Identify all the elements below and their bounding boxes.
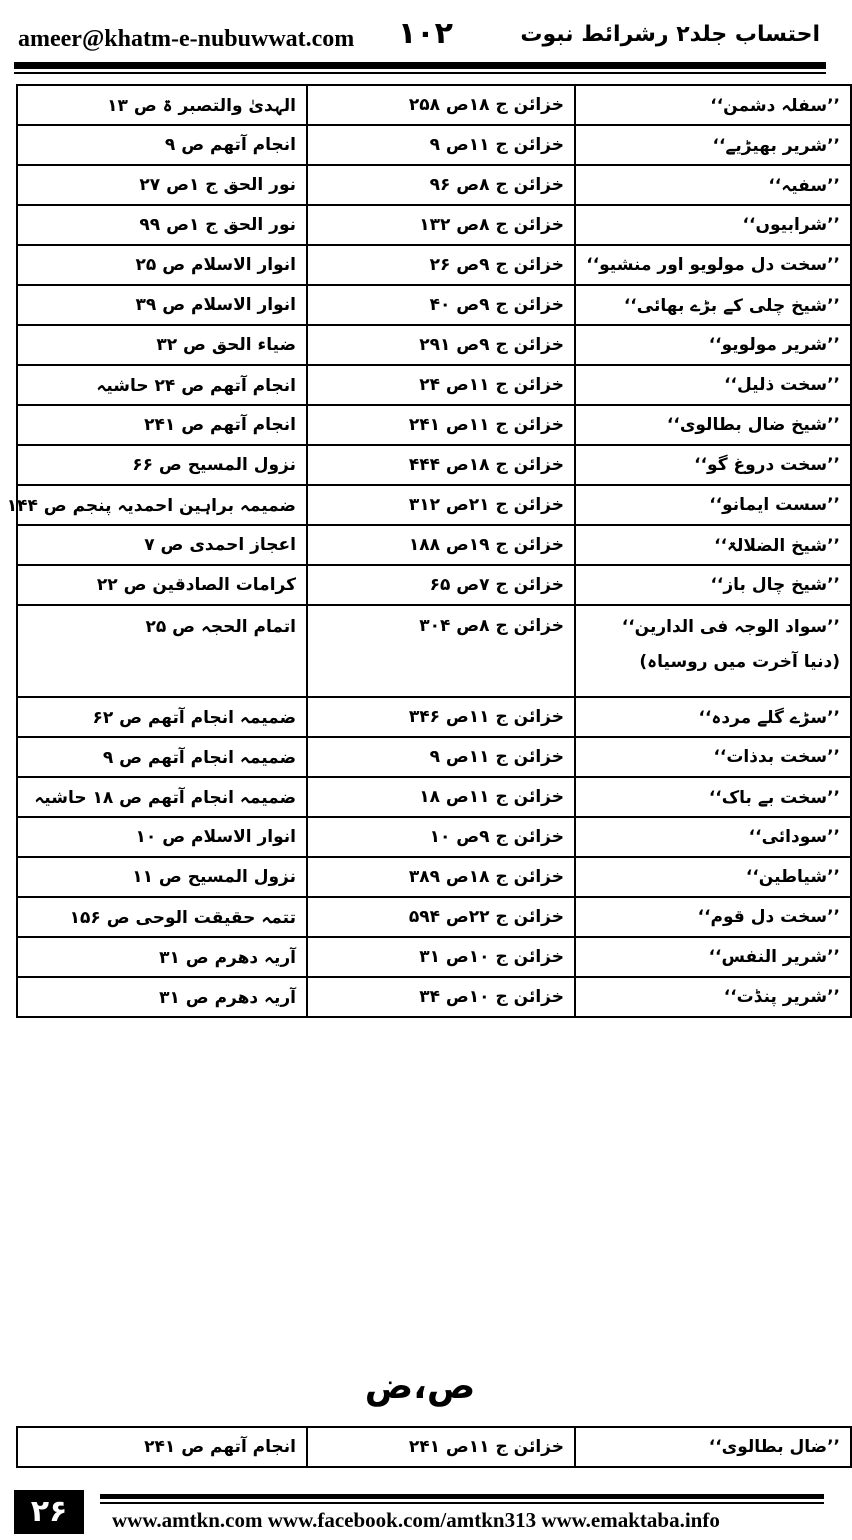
book-ref-cell: [17, 85, 307, 125]
term-cell: [575, 325, 851, 365]
table-row: [17, 405, 851, 445]
cell-text: خزائن ج ۱۹ص ۱۸۸: [408, 535, 564, 555]
term-cell: [575, 205, 851, 245]
khazain-ref-cell: [307, 525, 575, 565]
cell-text: انوار الاسلام ص ۳۹: [135, 295, 296, 315]
cell-text: انجام آتھم ص ۲۴ حاشیہ: [96, 375, 296, 396]
cell-text: آریہ دھرم ص ۳۱: [159, 987, 296, 1008]
cell-text: آریہ دھرم ص ۳۱: [159, 947, 296, 968]
table-row: [17, 85, 851, 125]
khazain-ref-cell: [307, 897, 575, 937]
table-row: [17, 285, 851, 325]
cell-text: خزائن ج ۲۲ص ۵۹۴: [408, 907, 564, 927]
cell-text: ’’سخت ذلیل‘‘: [724, 375, 840, 395]
cell-text: خزائن ج ۸ص ۹۶: [429, 175, 564, 195]
term-cell: [575, 777, 851, 817]
cell-text: ’’سواد الوجہ فی الدارین‘‘: [621, 617, 840, 637]
cell-text: ’’سخت بے باک‘‘: [708, 787, 840, 808]
cell-text: ’’سفیہ‘‘: [768, 175, 840, 196]
cell-text: خزائن ج ۱۰ص ۳۴: [419, 987, 564, 1007]
khazain-ref-cell: [307, 777, 575, 817]
cell-text: ’’شیخ الضلالۃ‘‘: [714, 535, 840, 556]
cell-text: ’’شیخ ضال بطالوی‘‘: [666, 415, 840, 435]
cell-text: ضمیمہ انجام آتھم ص ۹: [102, 747, 296, 768]
cell-text: تتمہ حقیقت الوحی ص ۱۵۶: [69, 907, 296, 928]
table-row: [17, 125, 851, 165]
cell-text: خزائن ج ۸ص ۳۰۴: [419, 616, 564, 636]
footer-rule-thin: [100, 1502, 824, 1504]
khazain-ref-cell: [307, 977, 575, 1017]
table-row: [17, 485, 851, 525]
khazain-ref-cell: [307, 85, 575, 125]
term-cell: [575, 285, 851, 325]
book-ref-cell: [17, 325, 307, 365]
book-ref-cell: [17, 897, 307, 937]
header-rule-thick: [14, 62, 826, 69]
khazain-ref-cell: [307, 365, 575, 405]
khazain-ref-cell: [307, 565, 575, 605]
cell-text: خزائن ج ۹ص ۱۰: [429, 827, 564, 847]
khazain-ref-cell: [307, 445, 575, 485]
term-cell: [575, 817, 851, 857]
table-row: [17, 697, 851, 737]
cell-text: ’’شریر النفس‘‘: [708, 947, 840, 967]
book-ref-cell: [17, 165, 307, 205]
references-table: [6, 84, 852, 1018]
cell-text: خزائن ج ۱۸ص ۴۴۴: [408, 455, 564, 475]
book-ref-cell: [17, 605, 307, 697]
table-row: [17, 1427, 851, 1467]
cell-text: نور الحق ج ۱ص ۲۷: [139, 175, 296, 195]
khazain-ref-cell: [307, 605, 575, 697]
term-cell: [575, 245, 851, 285]
cell-text: ’’سخت دروغ گو‘‘: [694, 455, 840, 475]
term-cell: [575, 897, 851, 937]
book-ref-cell: [17, 937, 307, 977]
cell-text: ضیاء الحق ص ۳۲: [156, 335, 296, 355]
book-ref-cell: انجام آتھم ص ۲۴۱: [17, 1427, 307, 1467]
footer-links[interactable]: www.amtkn.com www.facebook.com/amtkn313 www.emaktaba.info: [112, 1508, 720, 1532]
header-email[interactable]: ameer@khatm-e-nubuwwat.com: [18, 26, 355, 52]
table-row: [17, 737, 851, 777]
table-row: [17, 937, 851, 977]
khazain-ref-cell: [307, 817, 575, 857]
cell-text: ’’سست ایمانو‘‘: [709, 495, 840, 515]
term-cell: [575, 165, 851, 205]
book-ref-cell: [6, 485, 307, 525]
khazain-ref-cell: [307, 405, 575, 445]
cell-text: خزائن ج ۱۱ص ۱۸: [419, 787, 564, 807]
cell-text: ’’شیاطین‘‘: [745, 867, 840, 887]
khazain-ref-cell: [307, 737, 575, 777]
table-row: [17, 777, 851, 817]
cell-text: انوار الاسلام ص ۱۰: [135, 827, 296, 847]
term-cell: [575, 85, 851, 125]
book-ref-cell: [17, 285, 307, 325]
cell-text: ’’شریر مولویو‘‘: [708, 335, 840, 355]
table-row: [17, 857, 851, 897]
table-row: [17, 325, 851, 365]
term-cell: [575, 737, 851, 777]
khazain-ref-cell: [307, 485, 575, 525]
book-ref-cell: [17, 857, 307, 897]
cell-text: ’’شیخ چلی کے بڑے بھائی‘‘: [623, 295, 840, 316]
table-row: [17, 525, 851, 565]
khazain-ref-cell: [307, 125, 575, 165]
book-ref-cell: [17, 565, 307, 605]
khazain-ref-cell: [307, 325, 575, 365]
book-ref-cell: [17, 737, 307, 777]
book-ref-cell: [17, 365, 307, 405]
cell-text: خزائن ج ۱۸ص ۲۵۸: [408, 95, 564, 115]
book-ref-cell: [17, 245, 307, 285]
cell-text: ’’شریر بھیڑیے‘‘: [712, 135, 840, 156]
khazain-ref-cell: خزائن ج ۱۱ص ۲۴۱: [307, 1427, 575, 1467]
cell-text: خزائن ج ۸ص ۱۳۲: [419, 215, 564, 235]
cell-text: ’’شریر پنڈت‘‘: [723, 987, 840, 1007]
cell-text: خزائن ج ۱۱ص ۹: [429, 135, 564, 155]
term-cell: [575, 937, 851, 977]
footer-page-number: ۲۶: [14, 1490, 84, 1534]
term-cell: [575, 485, 851, 525]
table-row: [17, 445, 851, 485]
cell-text: خزائن ج ۱۸ص ۳۸۹: [408, 867, 564, 887]
footer-rule-thick: [100, 1494, 824, 1499]
khazain-ref-cell: [307, 245, 575, 285]
cell-text: خزائن ج ۲۱ص ۳۱۲: [408, 495, 564, 515]
table-row: [17, 897, 851, 937]
term-cell: [575, 405, 851, 445]
khazain-ref-cell: [307, 857, 575, 897]
table-row: [17, 165, 851, 205]
book-ref-cell: [17, 205, 307, 245]
cell-text: انوار الاسلام ص ۲۵: [135, 255, 296, 275]
cell-text: ’’سخت بدذات‘‘: [713, 747, 840, 767]
table-row: [17, 245, 851, 285]
book-ref-cell: [17, 445, 307, 485]
cell-text: اتمام الحجہ ص ۲۵: [145, 617, 296, 637]
cell-text: خزائن ج ۹ص ۲۶: [429, 255, 564, 275]
cell-text: ضمیمہ براہین احمدیہ پنجم ص ۱۴۴: [6, 495, 296, 516]
cell-text: کرامات الصادقین ص ۲۲: [96, 575, 296, 595]
cell-text: ’’سودائی‘‘: [748, 827, 840, 847]
term-cell: [575, 125, 851, 165]
cell-text: خزائن ج ۱۱ص ۹: [429, 747, 564, 767]
cell-text: انجام آتھم ص ۹: [164, 135, 296, 155]
table-row: [17, 565, 851, 605]
header-book-title: احتساب جلد۲ رشرائط نبوت: [520, 22, 820, 47]
section-heading: ص،ض: [364, 1366, 476, 1407]
book-ref-cell: [17, 525, 307, 565]
cell-text: ’’شیخ چال باز‘‘: [710, 575, 840, 595]
cell-text: ’’سڑے گلے مردہ‘‘: [698, 707, 840, 728]
term-cell: [575, 977, 851, 1017]
table-row: [17, 365, 851, 405]
page-header: [0, 0, 840, 64]
cell-text: ضمیمہ انجام آتھم ص ۶۲: [92, 707, 296, 728]
cell-text: اعجاز احمدی ص ۷: [144, 535, 296, 555]
book-ref-cell: [17, 817, 307, 857]
cell-text: انجام آتھم ص ۲۴۱: [144, 415, 296, 435]
cell-text: خزائن ج ۷ص ۶۵: [429, 575, 564, 595]
book-ref-cell: [17, 777, 307, 817]
cell-text: ’’سخت دل مولویو اور منشیو‘‘: [586, 255, 840, 275]
khazain-ref-cell: [307, 697, 575, 737]
book-ref-cell: [17, 405, 307, 445]
cell-text: نزول المسیح ص ۶۶: [132, 455, 296, 475]
cell-text: ’’شرابیوں‘‘: [742, 215, 840, 235]
cell-text: ’’سخت دل قوم‘‘: [697, 907, 840, 927]
table-row: [17, 605, 851, 697]
cell-note: (دنیا آخرت میں روسیاہ): [639, 652, 840, 672]
cell-text: خزائن ج ۱۰ص ۳۱: [419, 947, 564, 967]
cell-text: نزول المسیح ص ۱۱: [132, 867, 296, 887]
book-ref-cell: [17, 977, 307, 1017]
term-cell: [575, 605, 851, 697]
cell-text: نور الحق ج ۱ص ۹۹: [139, 215, 296, 235]
cell-text: خزائن ج ۱۱ص ۲۴۱: [408, 415, 564, 435]
khazain-ref-cell: [307, 285, 575, 325]
header-rule-thin: [14, 72, 826, 74]
table-row: [17, 205, 851, 245]
term-cell: [575, 565, 851, 605]
cell-text: خزائن ج ۱۱ص ۳۴۶: [408, 707, 564, 727]
header-page-number: ۱۰۲: [398, 16, 453, 51]
section-table: [16, 1426, 852, 1468]
khazain-ref-cell: [307, 165, 575, 205]
term-cell: [575, 697, 851, 737]
cell-text: خزائن ج ۱۱ص ۲۴: [419, 375, 564, 395]
cell-text: خزائن ج ۹ص ۴۰: [429, 295, 564, 315]
cell-text: ضمیمہ انجام آتھم ص ۱۸ حاشیہ: [34, 787, 296, 808]
khazain-ref-cell: [307, 937, 575, 977]
term-cell: [575, 857, 851, 897]
table-row: [17, 817, 851, 857]
term-cell: ’’ضال بطالوی‘‘: [575, 1427, 851, 1467]
term-cell: [575, 445, 851, 485]
table-row: [17, 977, 851, 1017]
khazain-ref-cell: [307, 205, 575, 245]
cell-text: خزائن ج ۹ص ۲۹۱: [419, 335, 564, 355]
book-ref-cell: [17, 125, 307, 165]
term-cell: [575, 365, 851, 405]
term-cell: [575, 525, 851, 565]
cell-text: ’’سفلہ دشمن‘‘: [710, 95, 840, 116]
cell-text: الہدیٰ والتصبر ۃ ص ۱۳: [107, 95, 296, 116]
book-ref-cell: [17, 697, 307, 737]
